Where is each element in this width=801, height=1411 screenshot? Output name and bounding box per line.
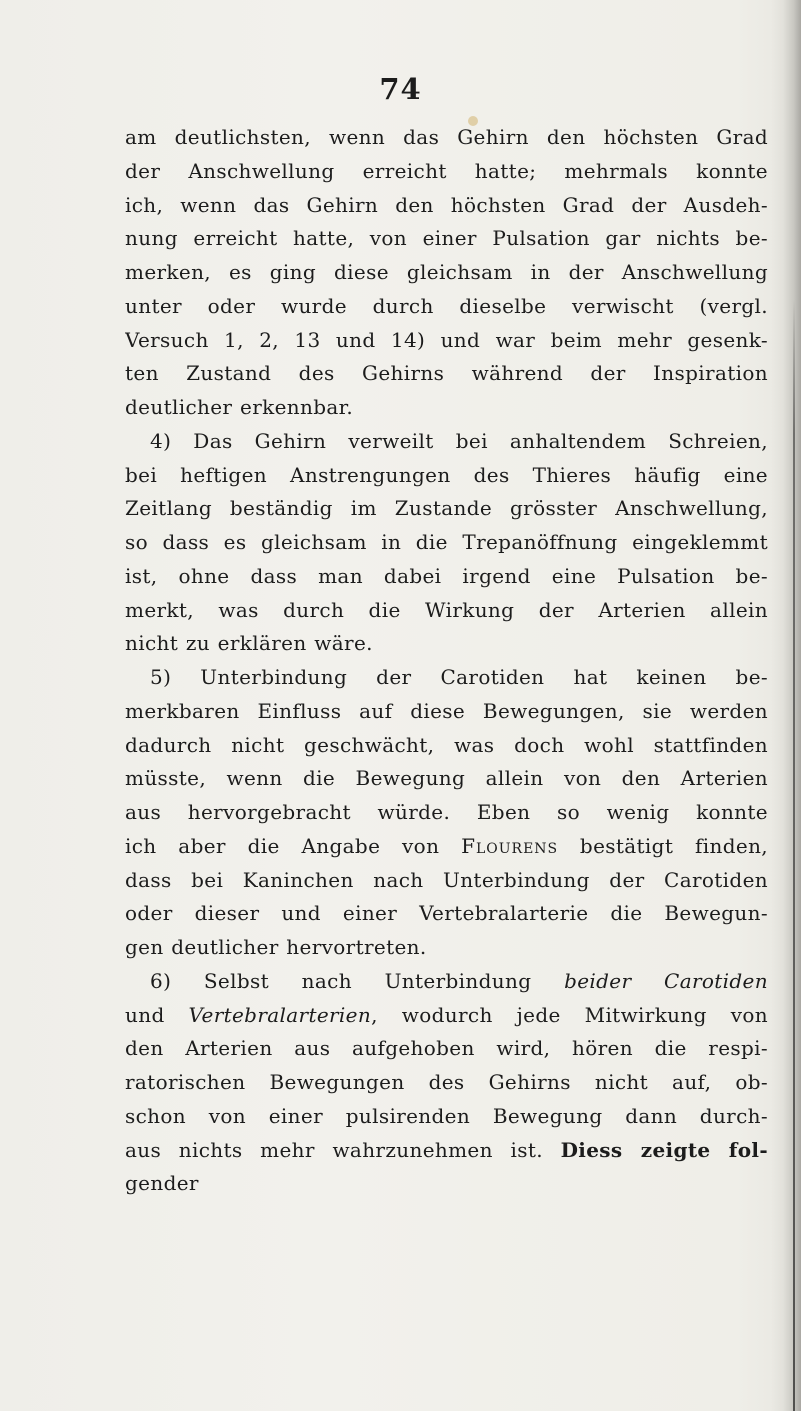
text-line: 5) Unterbindung der Carotiden hat keinen be-	[150, 665, 768, 689]
page-number: 74	[379, 72, 422, 106]
text-line: bei heftigen Anstrengungen des Thieres häufig eine	[125, 462, 768, 487]
text-line	[125, 1134, 768, 1168]
text-line: Versuch 1, 2, 13 und 14) und war beim mehr gesenk-	[125, 327, 768, 352]
bold-text: Diess zeigte fol-	[560, 1137, 768, 1162]
text-line: gen deutlicher hervortreten.	[125, 935, 427, 959]
text-line	[125, 830, 768, 864]
text-fragment: , wodurch jede Mitwirkung von	[371, 1002, 768, 1027]
text-line: ich, wenn das Gehirn den höchsten Grad der Ausdeh-	[125, 192, 768, 217]
text-line: der Anschwellung erreicht hatte; mehrmals konnte	[125, 158, 768, 183]
text-line: aus hervorgebracht würde. Eben so wenig konnte	[125, 800, 768, 824]
text-line: ratorischen Bewegungen des Gehirns nicht auf, ob-	[125, 1070, 768, 1094]
emphasis-text: beider Carotiden	[564, 968, 768, 993]
text-line: nicht zu erklären wäre.	[125, 631, 373, 656]
text-line: müsste, wenn die Bewegung allein von den Arterien	[125, 766, 768, 791]
page-edge-line	[793, 300, 795, 1411]
text-line: so dass es gleichsam in die Trepanöffnung eingeklemmt	[125, 530, 768, 554]
page-gutter-shadow	[771, 0, 801, 1411]
text-line: unter oder wurde durch dieselbe verwischt (vergl.	[125, 293, 768, 318]
body-text	[125, 121, 768, 1201]
text-line: nung erreicht hatte, von einer Pulsation gar nichts be-	[125, 226, 768, 251]
text-line: am deutlichsten, wenn das Gehirn den höchsten Grad	[125, 125, 768, 149]
text-fragment: 6) Selbst nach Unterbindung	[150, 968, 565, 993]
text-line: schon von einer pulsirenden Bewegung dann durch-	[125, 1103, 768, 1128]
text-line: Zeitlang beständig im Zustande grösster Anschwellung,	[125, 496, 768, 521]
text-line: gender	[125, 1171, 199, 1196]
text-line	[125, 965, 768, 999]
text-line: merken, es ging diese gleichsam in der Anschwellung	[125, 260, 768, 284]
text-line: ist, ohne dass man dabei irgend eine Pulsation be-	[125, 563, 768, 588]
text-line: den Arterien aus aufgehoben wird, hören die respi-	[125, 1036, 768, 1061]
text-fragment: aus nichts mehr wahrzunehmen ist.	[125, 1137, 561, 1162]
text-fragment: bestätigt finden,	[558, 833, 768, 858]
text-line: 4) Das Gehirn verweilt bei anhaltendem Schreien,	[150, 428, 768, 453]
author-name: Flourens	[461, 833, 559, 858]
text-line	[125, 999, 768, 1033]
text-line: oder dieser und einer Vertebralarterie die Bewegun-	[125, 901, 768, 926]
text-fragment: und	[125, 1002, 189, 1027]
text-line: dadurch nicht geschwächt, was doch wohl stattfinden	[125, 732, 768, 757]
text-fragment: ich aber die Angabe von	[125, 833, 462, 858]
text-line: ten Zustand des Gehirns während der Inspiration	[125, 361, 768, 386]
emphasis-text: Vertebralarterien	[188, 1002, 372, 1027]
text-line: merkt, was durch die Wirkung der Arterien allein	[125, 597, 768, 622]
text-line: deutlicher erkennbar.	[125, 395, 354, 419]
text-line: merkbaren Einfluss auf diese Bewegungen, sie werden	[125, 698, 768, 723]
text-line: dass bei Kaninchen nach Unterbindung der Carotiden	[125, 867, 768, 892]
